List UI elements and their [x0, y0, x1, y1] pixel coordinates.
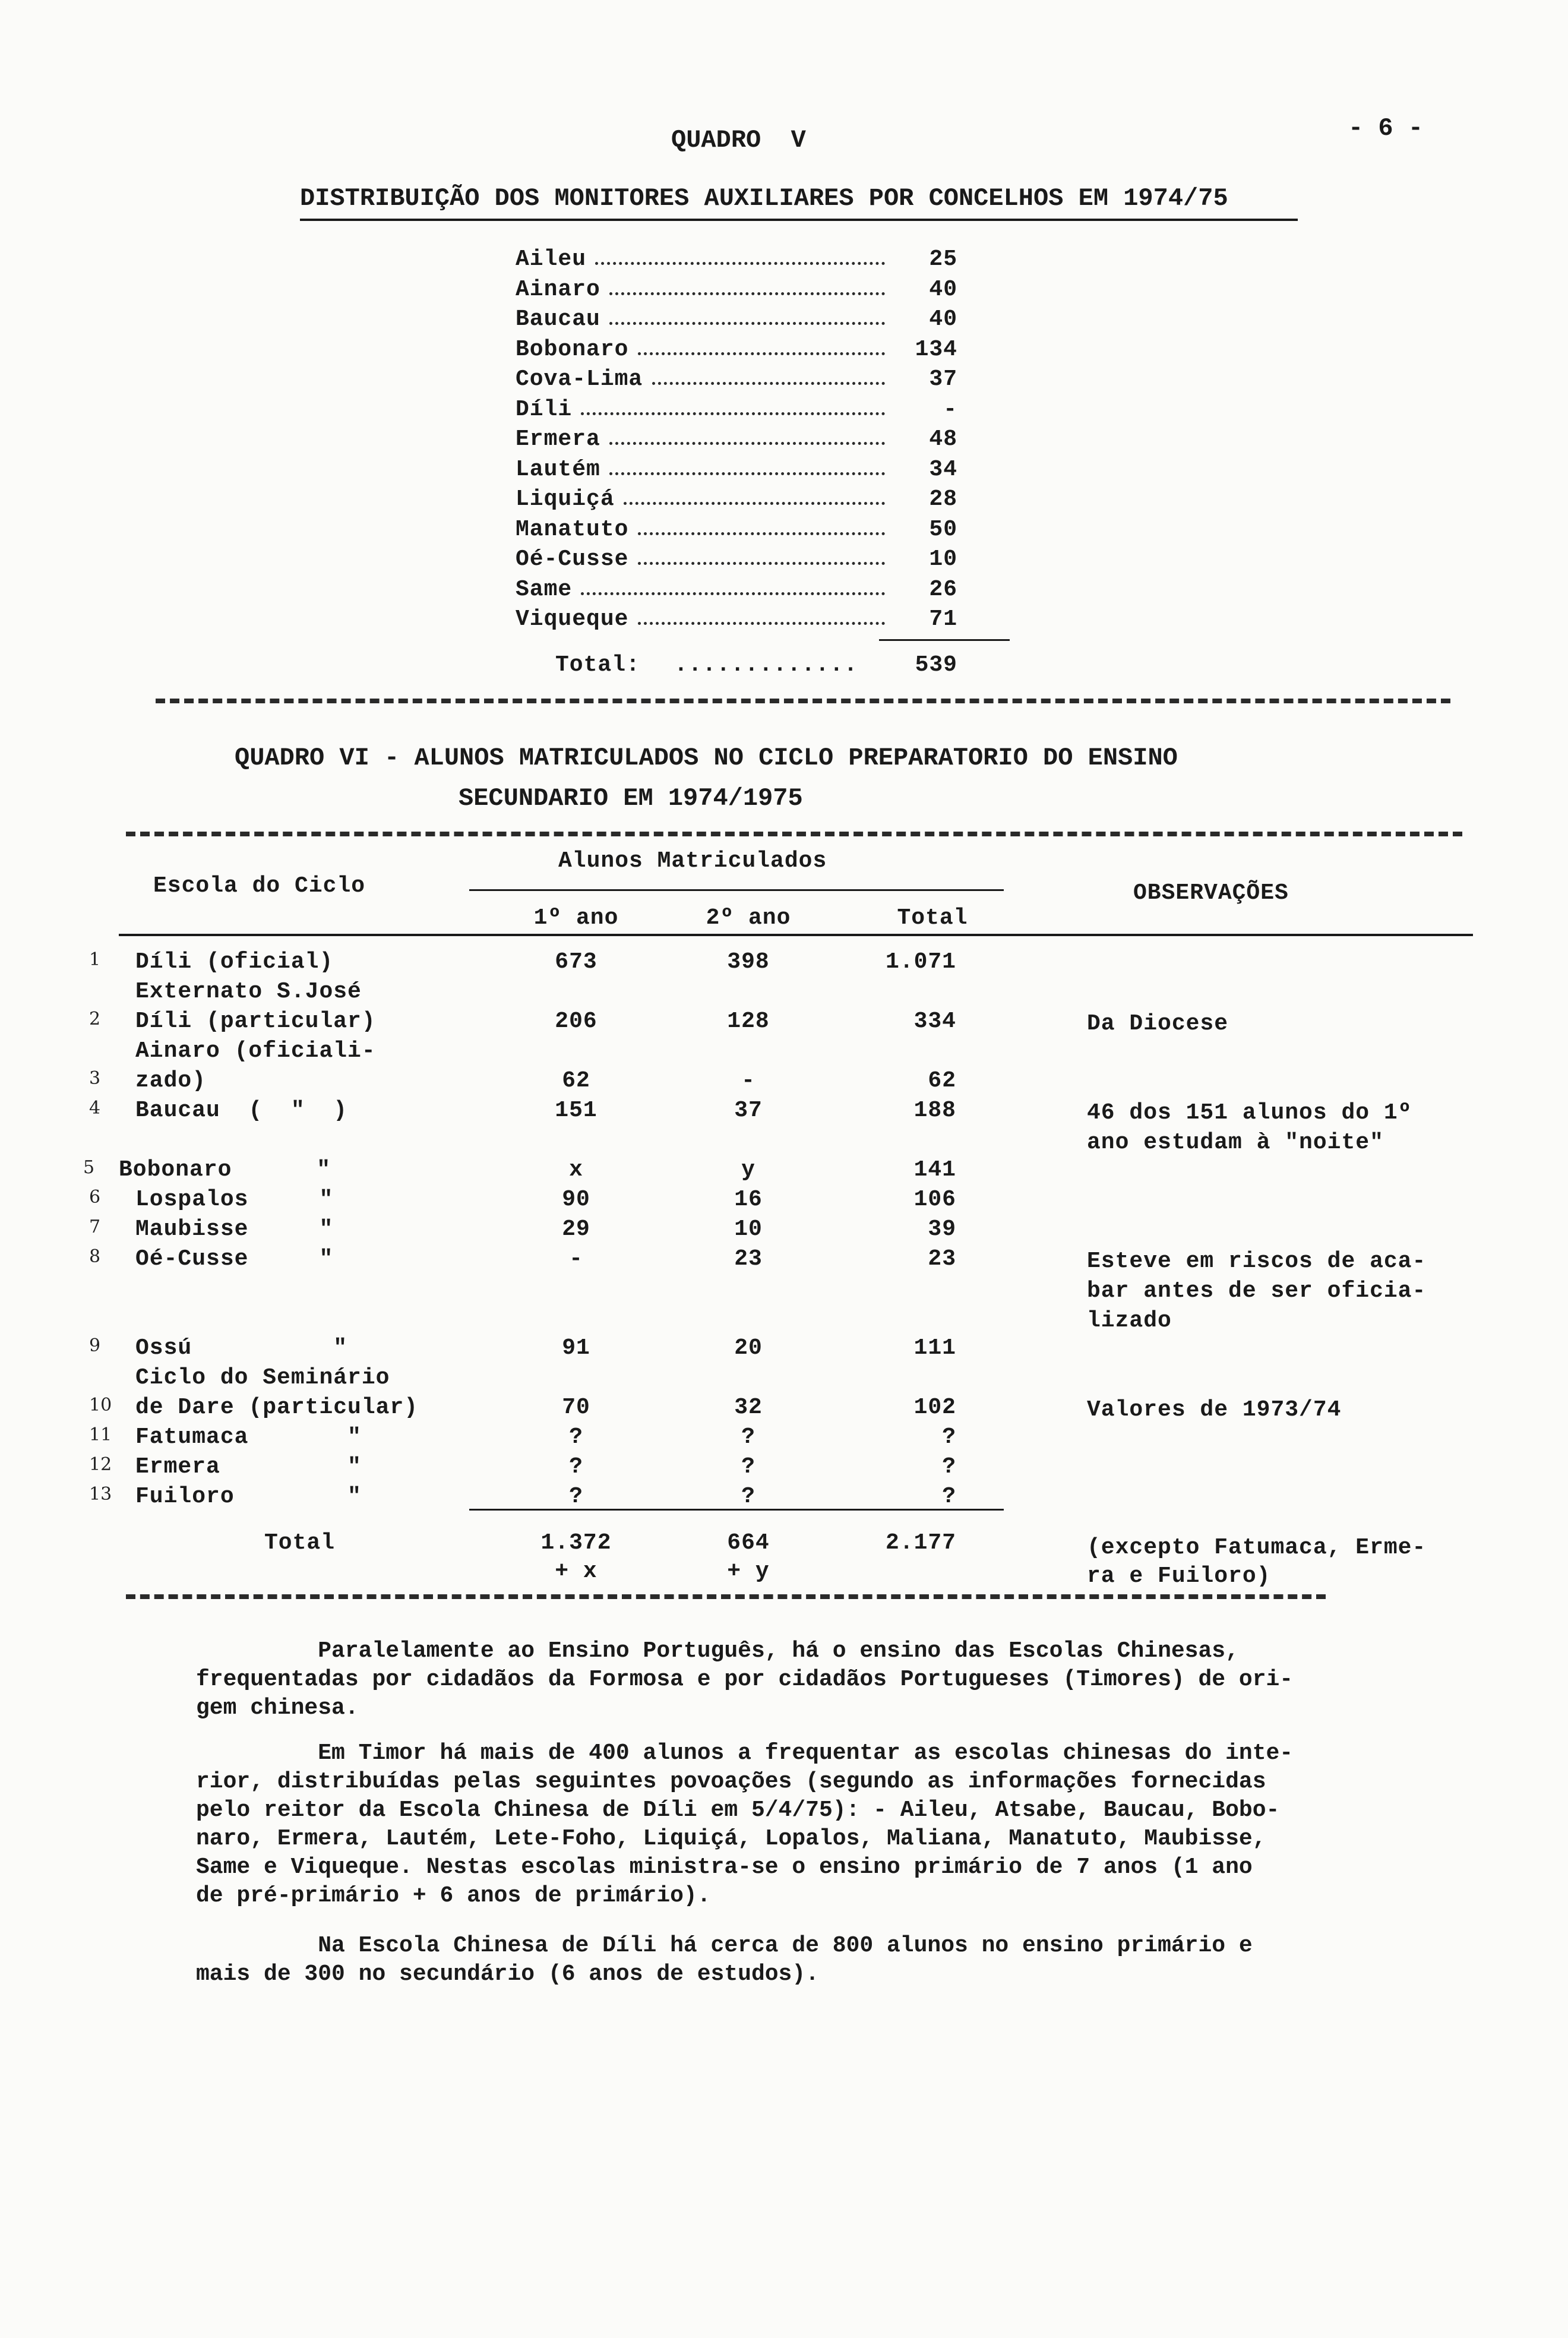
row-school-name: Díli (particular)	[135, 1009, 376, 1034]
header-alunos-rule	[469, 889, 1004, 891]
quadro5-subtitle: DISTRIBUIÇÃO DOS MONITORES AUXILIARES POR CONCELHOS EM 1974/75	[300, 184, 1228, 213]
quadro6-sum-line	[469, 1509, 1004, 1511]
row-observation: 46 dos 151 alunos do 1º	[1087, 1100, 1412, 1126]
row-number: 4	[89, 1098, 101, 1119]
quadro5-row-leader	[638, 352, 885, 355]
row-ano2: 23	[734, 1246, 763, 1272]
row-school-name: Ermera "	[135, 1454, 362, 1480]
row-observation: Valores de 1973/74	[1087, 1397, 1342, 1423]
row-school-name: Ciclo do Seminário	[135, 1365, 390, 1391]
row-school-name: Díli (oficial)	[135, 949, 334, 975]
row-ano1: 62	[562, 1068, 590, 1094]
quadro5-row-name: Manatuto	[516, 517, 629, 542]
row-number: 1	[89, 949, 101, 970]
row-number: 10	[89, 1395, 112, 1416]
separator-3	[126, 1594, 1326, 1599]
row-ano2: 128	[727, 1009, 770, 1034]
row-ano2: 398	[727, 949, 770, 975]
row-school-name: de Dare (particular)	[135, 1395, 419, 1420]
total-total: 2.177	[885, 1530, 956, 1556]
quadro5-row-value: 50	[929, 517, 957, 542]
quadro5-row-value: 37	[929, 367, 957, 392]
row-school-name: Baucau ( " )	[135, 1098, 348, 1123]
header-alunos: Alunos Matriculados	[558, 848, 827, 874]
row-school-name: Lospalos "	[135, 1187, 334, 1212]
quadro5-total-leader: .............	[674, 652, 858, 678]
header-ano2: 2º ano	[706, 905, 791, 931]
row-number: 13	[89, 1484, 112, 1505]
row-total: 188	[913, 1098, 956, 1123]
total-obs-line1: (excepto Fatumaca, Erme-	[1087, 1535, 1427, 1560]
row-school-name: Oé-Cusse "	[135, 1246, 334, 1272]
row-ano1: 151	[555, 1098, 598, 1123]
total-label: Total	[264, 1530, 336, 1556]
row-ano1: 90	[562, 1187, 590, 1212]
quadro5-title: QUADRO V	[671, 126, 806, 154]
row-total: ?	[942, 1484, 956, 1509]
row-ano1: 29	[562, 1217, 590, 1242]
paragraph-3: Na Escola Chinesa de Díli há cerca de 800 alunos no ensino primário e mais de 300 no secundário (6 anos de estudos).	[196, 1933, 1253, 1987]
row-observation: Esteve em riscos de aca-	[1087, 1249, 1427, 1274]
quadro5-row-name: Viqueque	[516, 606, 629, 632]
separator-2	[126, 832, 1462, 836]
row-total: ?	[942, 1454, 956, 1480]
row-total: ?	[942, 1424, 956, 1450]
quadro5-row-leader	[638, 622, 885, 625]
header-observacoes: OBSERVAÇÕES	[1133, 880, 1289, 906]
quadro5-row-leader	[581, 412, 885, 415]
quadro5-row-leader	[609, 472, 885, 475]
row-total: 62	[928, 1068, 956, 1094]
row-school-name: Maubisse "	[135, 1217, 334, 1242]
quadro5-row-value: 28	[929, 486, 957, 512]
row-ano1: ?	[569, 1484, 583, 1509]
quadro5-row-value: 40	[929, 307, 957, 332]
row-school-name: Ainaro (oficiali-	[135, 1038, 376, 1064]
row-observation: bar antes de ser oficia-	[1087, 1278, 1427, 1304]
quadro5-row-name: Ermera	[516, 426, 600, 452]
total-ano1: 1.372	[540, 1530, 612, 1556]
row-number: 12	[89, 1454, 112, 1475]
quadro5-row-leader	[624, 502, 885, 505]
row-school-name: Fuiloro "	[135, 1484, 362, 1509]
row-ano2: 37	[734, 1098, 763, 1123]
quadro5-row-leader	[609, 292, 885, 295]
row-ano2: 16	[734, 1187, 763, 1212]
row-total: 141	[913, 1157, 956, 1183]
row-total: 1.071	[885, 949, 956, 975]
row-ano1: 70	[562, 1395, 590, 1420]
row-observation: lizado	[1087, 1308, 1172, 1334]
quadro5-row-leader	[652, 382, 885, 385]
row-ano2: 32	[734, 1395, 763, 1420]
row-number: 6	[89, 1187, 101, 1208]
row-ano2: ?	[741, 1454, 755, 1480]
row-total: 106	[913, 1187, 956, 1212]
quadro5-row-value: 25	[929, 247, 957, 272]
row-number: 5	[83, 1157, 95, 1178]
row-total: 334	[913, 1009, 956, 1034]
quadro6-title-line2: SECUNDARIO EM 1974/1975	[459, 784, 803, 813]
paragraph-1: Paralelamente ao Ensino Português, há o ensino das Escolas Chinesas, frequentadas por cidadãos da Formosa e por cidadãos Portugueses (Timores) de ori- gem chinesa.	[196, 1638, 1294, 1721]
quadro5-total-value: 539	[915, 652, 957, 678]
row-observation: ano estudam à "noite"	[1087, 1130, 1384, 1155]
row-ano1: 91	[562, 1335, 590, 1361]
header-ano1: 1º ano	[533, 905, 619, 931]
quadro5-row-name: Bobonaro	[516, 337, 629, 362]
total-ano2: 664	[727, 1530, 770, 1556]
row-ano1: x	[569, 1157, 583, 1183]
header-bottom-rule	[119, 934, 1473, 936]
row-ano1: 673	[555, 949, 598, 975]
row-total: 111	[913, 1335, 956, 1361]
quadro5-row-leader	[638, 532, 885, 535]
row-ano2: ?	[741, 1484, 755, 1509]
row-number: 7	[89, 1217, 101, 1237]
page-number: - 6 -	[1348, 114, 1424, 143]
quadro5-row-name: Díli	[516, 397, 573, 422]
quadro6-title-line1: QUADRO VI - ALUNOS MATRICULADOS NO CICLO PREPARATORIO DO ENSINO	[235, 744, 1178, 772]
row-observation: Da Diocese	[1087, 1011, 1229, 1037]
row-school-name: Bobonaro "	[119, 1157, 331, 1183]
quadro5-row-leader	[581, 592, 885, 595]
total-obs-line2: ra e Fuiloro)	[1087, 1563, 1271, 1589]
row-total: 102	[913, 1395, 956, 1420]
quadro5-row-name: Oé-Cusse	[516, 546, 629, 572]
row-total: 23	[928, 1246, 956, 1272]
quadro5-row-leader	[609, 322, 885, 325]
quadro5-row-leader	[609, 442, 885, 445]
quadro5-row-value: 34	[929, 457, 957, 482]
row-ano2: ?	[741, 1424, 755, 1450]
separator-1	[156, 699, 1450, 703]
paragraph-2: Em Timor há mais de 400 alunos a frequentar as escolas chinesas do inte- rior, distribuídas pelas seguintes povoações (segundo as informações fornecidas pelo reitor da Escola Chinesa de Díli em 5/4/75): - Aileu, Atsabe, Baucau, Bobo- naro, Ermera, Lautém, Lete-Foho, Liquiçá, Lopalos, Maliana, Manatuto, Maubisse, Same e Viqueque. Nestas escolas ministra-se o ensino primário de 7 anos (1 ano de pré-primário + 6 anos de primário).	[196, 1740, 1294, 1909]
row-ano1: ?	[569, 1454, 583, 1480]
quadro5-row-name: Aileu	[516, 247, 587, 272]
row-number: 11	[89, 1424, 112, 1445]
quadro5-row-value: 10	[929, 546, 957, 572]
row-ano2: y	[741, 1157, 755, 1183]
quadro5-row-leader	[595, 262, 885, 265]
quadro5-row-value: 40	[929, 277, 957, 302]
row-school-name: Fatumaca "	[135, 1424, 362, 1450]
header-total: Total	[897, 905, 968, 931]
quadro5-row-value: 48	[929, 426, 957, 452]
row-ano2: 20	[734, 1335, 763, 1361]
quadro5-row-name: Baucau	[516, 307, 600, 332]
row-number: 9	[89, 1335, 101, 1356]
row-ano2: 10	[734, 1217, 763, 1242]
row-school-name: Externato S.José	[135, 979, 362, 1004]
row-ano1: -	[569, 1246, 583, 1272]
header-escola: Escola do Ciclo	[153, 873, 366, 899]
total-ano2-extra: + y	[727, 1559, 770, 1584]
quadro5-row-name: Same	[516, 577, 573, 602]
total-ano1-extra: + x	[555, 1559, 598, 1584]
quadro5-row-value: 26	[929, 577, 957, 602]
row-total: 39	[928, 1217, 956, 1242]
row-number: 3	[89, 1068, 101, 1089]
row-school-name: Ossú "	[135, 1335, 348, 1361]
row-ano1: ?	[569, 1424, 583, 1450]
quadro5-row-value: 71	[929, 606, 957, 632]
quadro5-row-name: Cova-Lima	[516, 367, 643, 392]
row-number: 8	[89, 1246, 101, 1267]
quadro5-total-label: Total:	[555, 652, 640, 678]
quadro5-row-value: 134	[915, 337, 957, 362]
quadro5-subtitle-underline	[300, 219, 1298, 221]
row-ano2: -	[741, 1068, 755, 1094]
row-ano1: 206	[555, 1009, 598, 1034]
row-number: 2	[89, 1009, 101, 1029]
quadro5-sum-line	[879, 639, 1010, 641]
quadro5-row-name: Liquiçá	[516, 486, 615, 512]
quadro5-row-name: Ainaro	[516, 277, 600, 302]
row-school-name: zado)	[135, 1068, 207, 1094]
quadro5-row-name: Lautém	[516, 457, 600, 482]
quadro5-row-leader	[638, 562, 885, 565]
quadro5-row-value: -	[943, 397, 957, 422]
